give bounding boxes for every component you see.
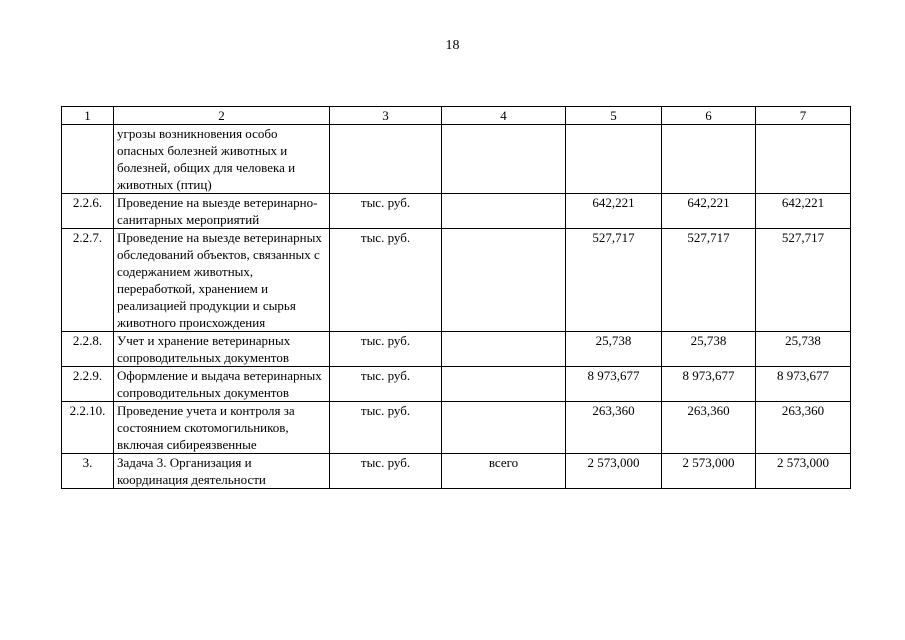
row-unit: тыс. руб. — [330, 332, 442, 367]
row-value-7: 263,360 — [756, 402, 851, 454]
row-number: 2.2.6. — [62, 194, 114, 229]
row-value-7: 527,717 — [756, 229, 851, 332]
row-value-5: 2 573,000 — [566, 454, 662, 489]
row-source — [442, 194, 566, 229]
row-value-7: 2 573,000 — [756, 454, 851, 489]
row-source — [442, 367, 566, 402]
row-name: Задача 3. Организация и координация деятельности — [114, 454, 330, 489]
row-value-6: 2 573,000 — [662, 454, 756, 489]
row-value-6: 25,738 — [662, 332, 756, 367]
row-source — [442, 229, 566, 332]
table-row — [62, 367, 851, 402]
row-value-5: 263,360 — [566, 402, 662, 454]
row-value-5: 25,738 — [566, 332, 662, 367]
row-number: 2.2.9. — [62, 367, 114, 402]
row-value-5: 642,221 — [566, 194, 662, 229]
table-row — [62, 402, 851, 454]
row-name: угрозы возникновения особо опасных болезней животных и болезней, общих для человека и животных (птиц) — [114, 125, 330, 194]
column-header: 4 — [442, 107, 566, 125]
row-source: всего — [442, 454, 566, 489]
row-name: Оформление и выдача ветеринарных сопроводительных документов — [114, 367, 330, 402]
row-name: Проведение на выезде ветеринарно-санитарных мероприятий — [114, 194, 330, 229]
row-unit: тыс. руб. — [330, 194, 442, 229]
column-header: 5 — [566, 107, 662, 125]
column-header: 2 — [114, 107, 330, 125]
column-header: 7 — [756, 107, 851, 125]
table-row — [62, 194, 851, 229]
row-value-6: 642,221 — [662, 194, 756, 229]
table-header-row — [62, 107, 851, 125]
row-value-6: 527,717 — [662, 229, 756, 332]
row-value-5: 527,717 — [566, 229, 662, 332]
row-unit: тыс. руб. — [330, 454, 442, 489]
page-number: 18 — [445, 38, 460, 53]
table-row — [62, 454, 851, 489]
table-row — [62, 229, 851, 332]
row-unit: тыс. руб. — [330, 229, 442, 332]
row-name: Проведение учета и контроля за состоянием скотомогильников, включая сибиреязвенные — [114, 402, 330, 454]
row-name: Учет и хранение ветеринарных сопроводительных документов — [114, 332, 330, 367]
row-source — [442, 332, 566, 367]
row-value-7: 8 973,677 — [756, 367, 851, 402]
row-value-5 — [566, 125, 662, 194]
row-value-6: 8 973,677 — [662, 367, 756, 402]
row-source — [442, 402, 566, 454]
row-number: 2.2.10. — [62, 402, 114, 454]
row-value-7: 25,738 — [756, 332, 851, 367]
data-table — [61, 106, 851, 489]
row-unit: тыс. руб. — [330, 402, 442, 454]
row-value-6 — [662, 125, 756, 194]
row-number: 2.2.8. — [62, 332, 114, 367]
column-header: 6 — [662, 107, 756, 125]
row-value-7: 642,221 — [756, 194, 851, 229]
row-number — [62, 125, 114, 194]
row-unit: тыс. руб. — [330, 367, 442, 402]
row-number: 3. — [62, 454, 114, 489]
column-header: 3 — [330, 107, 442, 125]
row-source — [442, 125, 566, 194]
row-value-5: 8 973,677 — [566, 367, 662, 402]
row-name: Проведение на выезде ветеринарных обследований объектов, связанных с содержанием животных, переработкой, хранением и реализацией продукции и сырья животного происхождения — [114, 229, 330, 332]
row-value-7 — [756, 125, 851, 194]
column-header: 1 — [62, 107, 114, 125]
row-value-6: 263,360 — [662, 402, 756, 454]
row-number: 2.2.7. — [62, 229, 114, 332]
table-row — [62, 125, 851, 194]
row-unit — [330, 125, 442, 194]
table-row — [62, 332, 851, 367]
